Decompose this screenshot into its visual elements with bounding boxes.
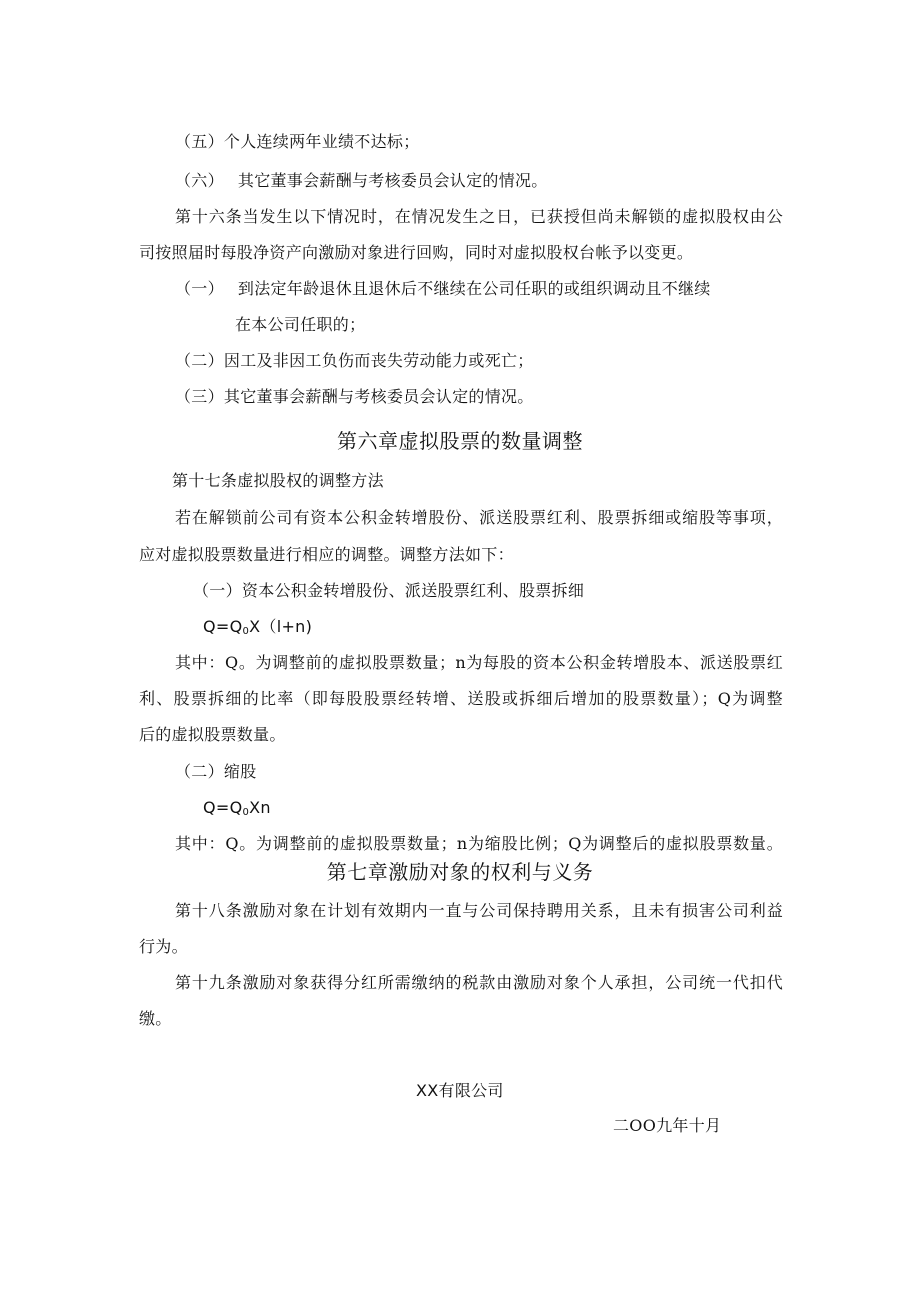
article-16-item-3: （三）其它董事会薪酬与考核委员会认定的情况。 [175, 387, 534, 406]
explanation-1-line-1: 其中：Q。为调整前的虚拟股票数量；n为每股的资本公积金转增股本、派送股票红 [175, 653, 783, 672]
list-item-6 [175, 170, 548, 192]
article-16-item-1-number: （一） [175, 279, 224, 298]
article-17-intro-line-1: 若在解锁前公司有资本公积金转增股份、派送股票红利、股票拆细或缩股等事项， [175, 508, 783, 527]
article-18-line-1: 第十八条激励对象在计划有效期内一直与公司保持聘用关系，且未有损害公司利益 [175, 901, 783, 920]
explanation-1-line-3: 后的虚拟股票数量。 [139, 725, 286, 744]
article-16-item-1-text: 到法定年龄退休且退休后不继续在公司任职的或组织调动且不继续 [237, 279, 711, 298]
company-name: XX有限公司 [416, 1081, 504, 1100]
formula-2 [203, 797, 271, 824]
article-16-item-1 [175, 278, 711, 300]
article-16-line-2: 司按照届时每股净资产向激励对象进行回购，同时对虚拟股权台帐予以变更。 [139, 243, 694, 262]
list-item-6-text: 其它董事会薪酬与考核委员会认定的情况。 [237, 171, 548, 190]
formula-2-right: Xn [249, 798, 271, 817]
article-17-title: 第十七条虚拟股权的调整方法 [172, 471, 384, 490]
method-2-title: （二）缩股 [175, 762, 257, 781]
article-19-line-2: 缴。 [139, 1009, 172, 1028]
formula-1-subscript: 0 [242, 626, 250, 637]
article-18-line-2: 行为。 [139, 937, 188, 956]
article-16-line-1: 第十六条当发生以下情况时，在情况发生之日，已获授但尚未解锁的虚拟股权由公 [175, 207, 783, 226]
formula-2-left: Q=Q [203, 798, 243, 817]
explanation-2: 其中：Q。为调整前的虚拟股票数量；n为缩股比例；Q为调整后的虚拟股票数量。 [175, 834, 783, 853]
document-date: 二OO九年十月 [613, 1116, 722, 1135]
article-19-line-1: 第十九条激励对象获得分红所需缴纳的税款由激励对象个人承担，公司统一代扣代 [175, 973, 783, 992]
formula-1-right: X（l+n) [249, 617, 313, 636]
article-16-item-1-continued: 在本公司任职的； [235, 315, 366, 334]
article-17-intro-line-2: 应对虚拟股票数量进行相应的调整。调整方法如下： [139, 545, 514, 564]
formula-1 [203, 616, 312, 643]
list-item-5: （五）个人连续两年业绩不达标； [175, 132, 420, 151]
article-16-item-2: （二）因工及非因工负伤而丧失劳动能力或死亡； [175, 351, 534, 370]
formula-2-subscript: 0 [242, 807, 250, 818]
list-item-6-number: （六） [175, 171, 224, 190]
chapter-6-title: 第六章虚拟股票的数量调整 [337, 429, 583, 453]
formula-1-left: Q=Q [203, 617, 243, 636]
chapter-7-title: 第七章激励对象的权利与义务 [326, 860, 594, 884]
explanation-1-line-2: 利、股票拆细的比率（即每股股票经转增、送股或拆细后增加的股票数量）；Q为调整 [139, 689, 783, 708]
method-1-title: （一）资本公积金转增股份、派送股票红利、股票拆细 [193, 581, 585, 600]
